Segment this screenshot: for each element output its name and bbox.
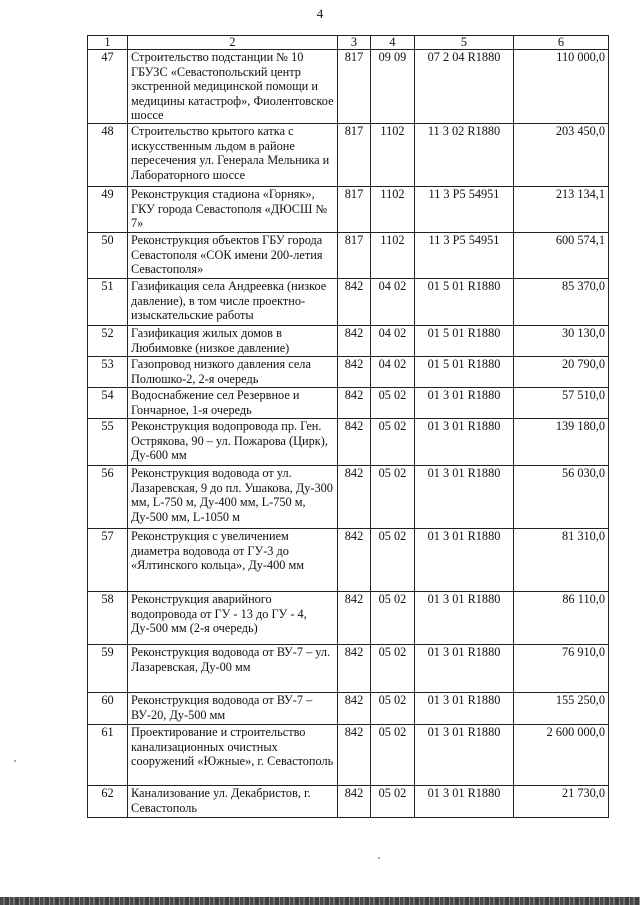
code-3: 817 <box>338 50 371 124</box>
amount: 213 134,1 <box>514 187 609 233</box>
code-5: 01 5 01 R1880 <box>415 279 514 326</box>
amount: 2 600 000,0 <box>514 725 609 786</box>
code-5: 01 3 01 R1880 <box>415 786 514 818</box>
row-number: 59 <box>88 645 128 693</box>
table-row <box>88 693 609 725</box>
code-4: 04 02 <box>371 326 415 357</box>
code-5: 01 5 01 R1880 <box>415 357 514 388</box>
code-4: 05 02 <box>371 419 415 466</box>
code-4: 04 02 <box>371 279 415 326</box>
scan-edge-artifact <box>0 897 640 905</box>
code-3: 842 <box>338 786 371 818</box>
amount: 85 370,0 <box>514 279 609 326</box>
table-row <box>88 357 609 388</box>
row-number: 61 <box>88 725 128 786</box>
amount: 110 000,0 <box>514 50 609 124</box>
code-4: 1102 <box>371 187 415 233</box>
amount: 76 910,0 <box>514 645 609 693</box>
object-name: Газификация села Андреевка (низкое давление), в том числе проектно-изыскательские работы <box>128 279 338 326</box>
code-5: 01 3 01 R1880 <box>415 645 514 693</box>
code-4: 09 09 <box>371 50 415 124</box>
scan-speck <box>378 857 380 859</box>
code-5: 01 3 01 R1880 <box>415 388 514 419</box>
code-3: 842 <box>338 357 371 388</box>
code-4: 05 02 <box>371 725 415 786</box>
table-row <box>88 645 609 693</box>
object-name: Газопровод низкого давления села Полюшко-2, 2-я очередь <box>128 357 338 388</box>
header-cell: 2 <box>128 36 338 50</box>
object-name: Водоснабжение сел Резервное и Гончарное, 1-я очередь <box>128 388 338 419</box>
table-row <box>88 326 609 357</box>
table-row <box>88 725 609 786</box>
table-row <box>88 786 609 818</box>
code-5: 11 3 P5 54951 <box>415 233 514 279</box>
amount: 30 130,0 <box>514 326 609 357</box>
amount: 20 790,0 <box>514 357 609 388</box>
row-number: 49 <box>88 187 128 233</box>
object-name: Строительство подстанции № 10 ГБУЗС «Севастопольский центр экстренной медицинской помощи и медицины катастроф», Фиолентовское шоссе <box>128 50 338 124</box>
code-4: 05 02 <box>371 388 415 419</box>
object-name: Строительство крытого катка с искусственным льдом в районе пересечения ул. Генерала Мельника и Лабораторного шоссе <box>128 124 338 187</box>
table-row <box>88 279 609 326</box>
code-3: 842 <box>338 529 371 592</box>
header-cell: 3 <box>338 36 371 50</box>
scan-speck <box>14 760 16 762</box>
code-3: 842 <box>338 326 371 357</box>
object-name: Канализование ул. Декабристов, г. Севастополь <box>128 786 338 818</box>
row-number: 56 <box>88 466 128 529</box>
code-5: 11 3 02 R1880 <box>415 124 514 187</box>
row-number: 62 <box>88 786 128 818</box>
code-3: 842 <box>338 725 371 786</box>
object-name: Реконструкция водовода от ул. Лазаревская, 9 до пл. Ушакова, Ду-300 мм, L-750 м, Ду-400 мм, L-750 м, Ду-500 мм, L-1050 м <box>128 466 338 529</box>
table-row <box>88 592 609 645</box>
row-number: 48 <box>88 124 128 187</box>
table-row <box>88 388 609 419</box>
amount: 203 450,0 <box>514 124 609 187</box>
code-3: 817 <box>338 233 371 279</box>
amount: 81 310,0 <box>514 529 609 592</box>
object-name: Реконструкция стадиона «Горняк», ГКУ города Севастополя «ДЮСШ № 7» <box>128 187 338 233</box>
amount: 56 030,0 <box>514 466 609 529</box>
code-3: 842 <box>338 388 371 419</box>
code-3: 842 <box>338 466 371 529</box>
object-name: Реконструкция водопровода пр. Ген. Острякова, 90 – ул. Пожарова (Цирк), Ду-600 мм <box>128 419 338 466</box>
row-number: 52 <box>88 326 128 357</box>
row-number: 57 <box>88 529 128 592</box>
code-4: 05 02 <box>371 645 415 693</box>
code-3: 842 <box>338 279 371 326</box>
budget-table <box>87 35 609 818</box>
code-5: 01 3 01 R1880 <box>415 466 514 529</box>
code-4: 05 02 <box>371 466 415 529</box>
code-4: 04 02 <box>371 357 415 388</box>
amount: 155 250,0 <box>514 693 609 725</box>
code-4: 05 02 <box>371 786 415 818</box>
object-name: Реконструкция объектов ГБУ города Севастополя «СОК имени 200-летия Севастополя» <box>128 233 338 279</box>
table-row <box>88 419 609 466</box>
row-number: 50 <box>88 233 128 279</box>
code-5: 01 3 01 R1880 <box>415 725 514 786</box>
object-name: Реконструкция водовода от ВУ-7 – ВУ-20, Ду-500 мм <box>128 693 338 725</box>
code-3: 842 <box>338 645 371 693</box>
row-number: 53 <box>88 357 128 388</box>
page-number: 4 <box>316 6 324 21</box>
header-cell: 6 <box>514 36 609 50</box>
table-row <box>88 466 609 529</box>
code-3: 842 <box>338 419 371 466</box>
code-4: 05 02 <box>371 592 415 645</box>
amount: 86 110,0 <box>514 592 609 645</box>
code-5: 01 3 01 R1880 <box>415 592 514 645</box>
code-3: 842 <box>338 592 371 645</box>
amount: 139 180,0 <box>514 419 609 466</box>
header-cell: 4 <box>371 36 415 50</box>
code-3: 817 <box>338 187 371 233</box>
table-header-row <box>88 36 609 50</box>
row-number: 55 <box>88 419 128 466</box>
code-5: 01 3 01 R1880 <box>415 419 514 466</box>
row-number: 47 <box>88 50 128 124</box>
row-number: 54 <box>88 388 128 419</box>
object-name: Реконструкция аварийного водопровода от ГУ - 13 до ГУ - 4, Ду-500 мм (2-я очередь) <box>128 592 338 645</box>
code-4: 05 02 <box>371 529 415 592</box>
amount: 57 510,0 <box>514 388 609 419</box>
table-row <box>88 124 609 187</box>
row-number: 51 <box>88 279 128 326</box>
code-3: 842 <box>338 693 371 725</box>
row-number: 58 <box>88 592 128 645</box>
table-row <box>88 50 609 124</box>
amount: 600 574,1 <box>514 233 609 279</box>
object-name: Газификация жилых домов в Любимовке (низкое давление) <box>128 326 338 357</box>
code-4: 05 02 <box>371 693 415 725</box>
code-5: 11 3 P5 54951 <box>415 187 514 233</box>
code-3: 817 <box>338 124 371 187</box>
object-name: Проектирование и строительство канализационных очистных сооружений «Южные», г. Севастополь <box>128 725 338 786</box>
row-number: 60 <box>88 693 128 725</box>
code-5: 01 5 01 R1880 <box>415 326 514 357</box>
table-row <box>88 187 609 233</box>
header-cell: 5 <box>415 36 514 50</box>
header-cell: 1 <box>88 36 128 50</box>
object-name: Реконструкция с увеличением диаметра водовода от ГУ-3 до «Ялтинского кольца», Ду-400 мм <box>128 529 338 592</box>
code-5: 07 2 04 R1880 <box>415 50 514 124</box>
table-row <box>88 529 609 592</box>
code-4: 1102 <box>371 233 415 279</box>
amount: 21 730,0 <box>514 786 609 818</box>
table-row <box>88 233 609 279</box>
code-5: 01 3 01 R1880 <box>415 529 514 592</box>
code-4: 1102 <box>371 124 415 187</box>
code-5: 01 3 01 R1880 <box>415 693 514 725</box>
object-name: Реконструкция водовода от ВУ-7 – ул. Лазаревская, Ду-00 мм <box>128 645 338 693</box>
